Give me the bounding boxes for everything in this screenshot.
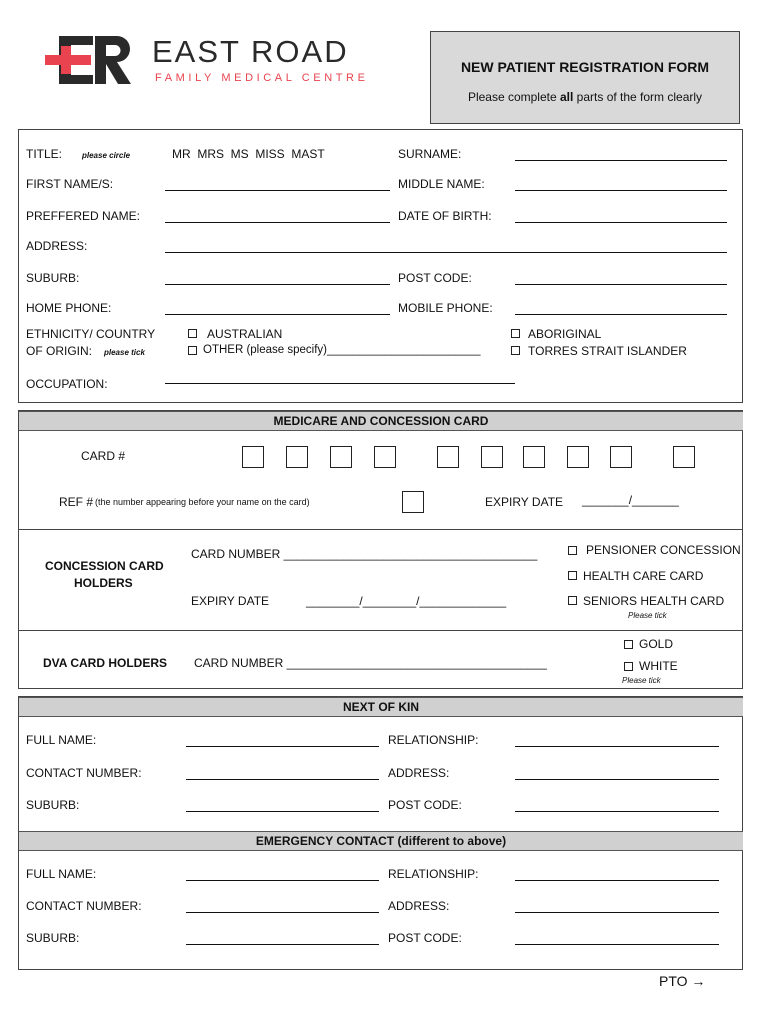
ethnicity-label: ETHNICITY/ COUNTRY: [26, 327, 156, 341]
concession-heading-2: HOLDERS: [74, 576, 133, 590]
divider: [19, 529, 742, 530]
nok-relationship-field[interactable]: [515, 746, 719, 747]
health-care-label: HEALTH CARE CARD: [583, 569, 704, 583]
home-phone-label: HOME PHONE:: [26, 301, 112, 315]
australian-label: AUSTRALIAN: [207, 327, 283, 341]
ec-address-label: ADDRESS:: [388, 899, 450, 913]
australian-checkbox[interactable]: [188, 329, 197, 338]
next-of-kin-heading: NEXT OF KIN: [19, 697, 743, 717]
medicare-digit-box[interactable]: [286, 446, 308, 468]
torres-checkbox[interactable]: [511, 346, 520, 355]
title-options[interactable]: MR MRS MS MISS MAST: [172, 147, 325, 161]
nok-postcode-label: POST CODE:: [388, 798, 462, 812]
medicare-expiry-field[interactable]: _______/_______: [582, 493, 679, 507]
ec-full-name-label: FULL NAME:: [26, 867, 97, 881]
ref-label: REF #: [59, 495, 94, 509]
aboriginal-checkbox[interactable]: [511, 329, 520, 338]
nok-suburb-field[interactable]: [186, 811, 379, 812]
medicare-digit-box[interactable]: [523, 446, 545, 468]
logo: [45, 36, 140, 86]
brand-subtitle: FAMILY MEDICAL CENTRE: [155, 72, 369, 84]
title-label: TITLE:: [26, 147, 63, 161]
nok-contact-field[interactable]: [186, 779, 379, 780]
dob-label: DATE OF BIRTH:: [398, 209, 492, 223]
white-label: WHITE: [639, 659, 678, 673]
card-number-label: CARD #: [81, 449, 126, 463]
aboriginal-label: ABORIGINAL: [528, 327, 602, 341]
dva-heading: DVA CARD HOLDERS: [43, 656, 168, 670]
ec-full-name-field[interactable]: [186, 880, 379, 881]
dva-card-number-field[interactable]: CARD NUMBER _______________________________________: [194, 656, 547, 670]
ethnicity-label-2: OF ORIGIN:: [26, 344, 92, 358]
nok-postcode-field[interactable]: [515, 811, 719, 812]
occupation-label: OCCUPATION:: [26, 377, 108, 391]
mobile-phone-field[interactable]: [515, 314, 727, 315]
first-name-field[interactable]: [165, 190, 390, 191]
pto-label: PTO →: [659, 973, 706, 989]
address-label: ADDRESS:: [26, 239, 88, 253]
concession-heading: CONCESSION CARD: [45, 559, 164, 573]
preferred-name-field[interactable]: [165, 222, 390, 223]
ec-postcode-field[interactable]: [515, 944, 719, 945]
health-care-checkbox[interactable]: [568, 571, 577, 580]
medicare-digit-box[interactable]: [610, 446, 632, 468]
concession-card-number-field[interactable]: CARD NUMBER ______________________________________: [191, 547, 538, 561]
suburb-field[interactable]: [165, 284, 390, 285]
concession-expiry-label: EXPIRY DATE: [191, 594, 270, 608]
title-box: [430, 31, 740, 124]
ec-postcode-label: POST CODE:: [388, 931, 462, 945]
medicare-heading: MEDICARE AND CONCESSION CARD: [19, 411, 743, 431]
title-hint: please circle: [82, 151, 131, 160]
dob-field[interactable]: [515, 222, 727, 223]
seniors-checkbox[interactable]: [568, 596, 577, 605]
white-checkbox[interactable]: [624, 662, 633, 671]
dva-tick-hint: Please tick: [622, 676, 661, 685]
ethnicity-hint: please tick: [104, 348, 145, 357]
gold-label: GOLD: [639, 637, 674, 651]
brand-name: EAST ROAD: [152, 34, 349, 69]
ec-address-field[interactable]: [515, 912, 719, 913]
postcode-label: POST CODE:: [398, 271, 472, 285]
concession-expiry-field[interactable]: ________/________/_____________: [306, 594, 507, 608]
emergency-heading: EMERGENCY CONTACT (different to above): [19, 831, 743, 851]
surname-field[interactable]: [515, 160, 727, 161]
occupation-field[interactable]: [165, 383, 515, 384]
nok-full-name-field[interactable]: [186, 746, 379, 747]
home-phone-field[interactable]: [165, 314, 390, 315]
seniors-label: SENIORS HEALTH CARD: [583, 594, 725, 608]
nok-address-field[interactable]: [515, 779, 719, 780]
gold-checkbox[interactable]: [624, 640, 633, 649]
ec-contact-field[interactable]: [186, 912, 379, 913]
ref-hint: (the number appearing before your name on the card): [95, 497, 310, 507]
medicare-digit-box[interactable]: [437, 446, 459, 468]
nok-address-label: ADDRESS:: [388, 766, 450, 780]
medicare-expiry-label: EXPIRY DATE: [485, 495, 564, 509]
concession-tick-hint: Please tick: [628, 611, 667, 620]
medicare-digit-box[interactable]: [567, 446, 589, 468]
medicare-digit-box[interactable]: [374, 446, 396, 468]
suburb-label: SUBURB:: [26, 271, 80, 285]
ec-suburb-field[interactable]: [186, 944, 379, 945]
other-label[interactable]: OTHER (please specify)________________________: [203, 344, 481, 356]
logo-er-mark: [45, 36, 140, 86]
form-instruction: Please complete all parts of the form clearly: [467, 90, 703, 104]
ec-relationship-field[interactable]: [515, 880, 719, 881]
other-checkbox[interactable]: [188, 346, 197, 355]
patient-details-section: [18, 129, 743, 403]
pensioner-checkbox[interactable]: [568, 546, 577, 555]
medicare-digit-box[interactable]: [673, 446, 695, 468]
medicare-digit-box[interactable]: [481, 446, 503, 468]
first-name-label: FIRST NAME/S:: [26, 177, 114, 191]
torres-label: TORRES STRAIT ISLANDER: [528, 344, 687, 358]
ec-relationship-label: RELATIONSHIP:: [388, 867, 479, 881]
pensioner-label: PENSIONER CONCESSION: [586, 543, 741, 557]
ec-suburb-label: SUBURB:: [26, 931, 80, 945]
nok-relationship-label: RELATIONSHIP:: [388, 733, 479, 747]
ec-contact-label: CONTACT NUMBER:: [26, 899, 142, 913]
surname-label: SURNAME:: [398, 147, 462, 161]
nok-suburb-label: SUBURB:: [26, 798, 80, 812]
nok-full-name-label: FULL NAME:: [26, 733, 97, 747]
address-field[interactable]: [165, 252, 727, 253]
mobile-phone-label: MOBILE PHONE:: [398, 301, 493, 315]
nok-contact-label: CONTACT NUMBER:: [26, 766, 142, 780]
form-title: NEW PATIENT REGISTRATION FORM: [460, 59, 710, 75]
divider: [19, 630, 742, 631]
middle-name-field[interactable]: [515, 190, 727, 191]
preferred-name-label: PREFFERED NAME:: [26, 209, 141, 223]
medicare-digit-box[interactable]: [330, 446, 352, 468]
ref-box[interactable]: [402, 491, 424, 513]
postcode-field[interactable]: [515, 284, 727, 285]
middle-name-label: MIDDLE NAME:: [398, 177, 485, 191]
medicare-digit-box[interactable]: [242, 446, 264, 468]
